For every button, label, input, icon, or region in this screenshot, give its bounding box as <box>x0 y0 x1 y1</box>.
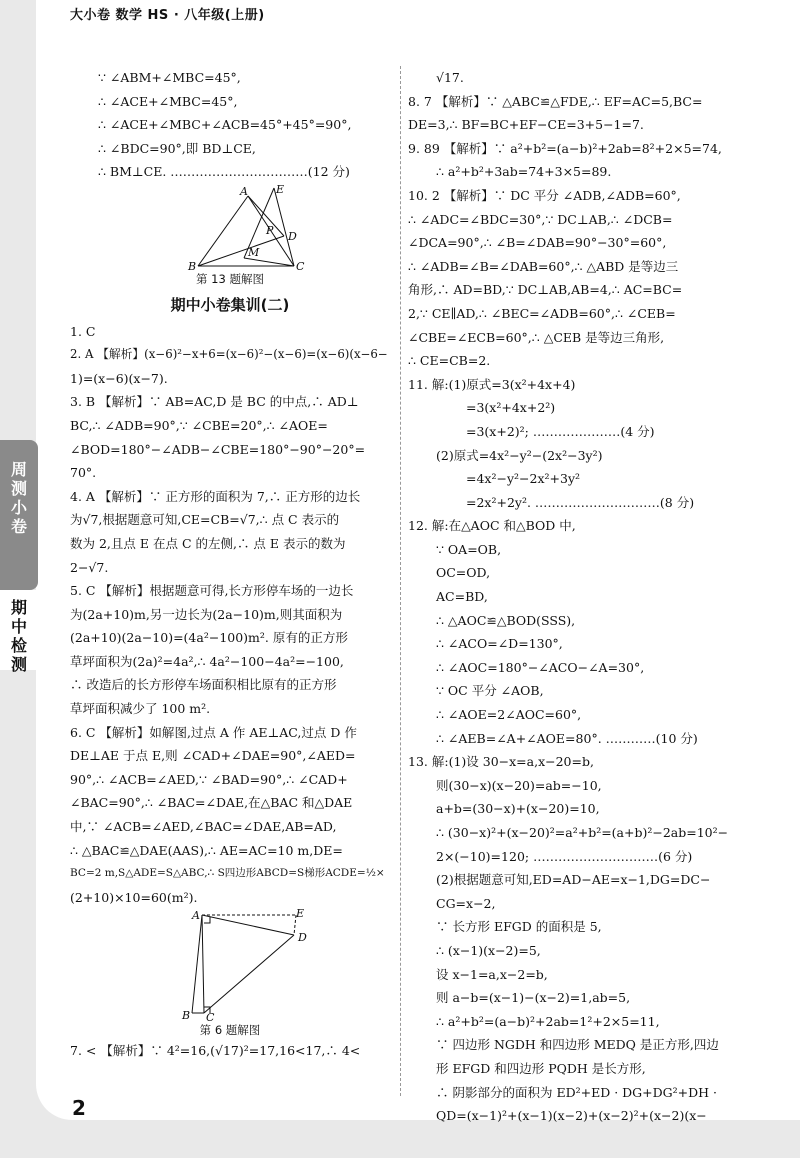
line: ∴ ∠BDC=90°,即 BD⊥CE, <box>98 140 256 156</box>
line: (2)原式=4x²−y²−(2x²−3y²) <box>436 447 603 463</box>
answer-10: 10. 2 【解析】∵ DC 平分 ∠ADB,∠ADB=60°, <box>408 187 681 203</box>
line: a+b=(30−x)+(x−20)=10, <box>436 801 600 817</box>
column-divider <box>400 66 401 1096</box>
answer-11: 11. 解:(1)原式=3(x²+4x+4) <box>408 376 576 392</box>
line: 2,∵ CE∥AD,∴ ∠BEC=∠ADB=60°,∴ ∠CEB= <box>408 305 676 321</box>
line: 2×(−10)=120; …………………………(6 分) <box>436 848 693 864</box>
line: 则(30−x)(x−20)=ab=−10, <box>436 777 602 793</box>
side-tab-weekly[interactable] <box>0 440 38 590</box>
line: 形 EFGD 和四边形 PQDH 是长方形, <box>436 1060 646 1076</box>
line: =4x²−y²−2x²+3y² <box>466 471 581 487</box>
line: 2−√7. <box>70 559 109 575</box>
line: ∴ 阴影部分的面积为 ED²+ED · DG+DG²+DH · <box>436 1084 717 1100</box>
line: ∵ OA=OB, <box>436 541 502 557</box>
figure-6-caption: 第 6 题解图 <box>199 1023 261 1038</box>
right-column <box>408 66 728 1128</box>
line: 角形,∴ AD=BD,∵ DC⊥AB,AB=4,∴ AC=BC= <box>408 282 683 298</box>
line: ∵ 长方形 EFGD 的面积是 5, <box>436 919 602 935</box>
label-A: A <box>192 909 200 923</box>
answer-7: 7. < 【解析】∵ 4²=16,(√17)²=17,16<17,∴ 4< <box>70 1043 361 1059</box>
label-P: P <box>266 223 274 237</box>
side-tab-weekly-label: 周测小卷 <box>10 460 27 536</box>
line: 1)=(x−6)(x−7). <box>70 370 168 386</box>
page-number: 2 <box>72 1096 86 1120</box>
answer-3: 3. B 【解析】∵ AB=AC,D 是 BC 的中点,∴ AD⊥ <box>70 394 359 410</box>
answer-12: 12. 解:在△AOC 和△BOD 中, <box>408 518 576 534</box>
figure-6 <box>70 909 390 1039</box>
label-C: C <box>206 1011 215 1022</box>
line: ∴ ∠AOE=2∠AOC=60°, <box>436 707 582 723</box>
line: ∵ ∠ABM+∠MBC=45°, <box>98 70 241 85</box>
line: CG=x−2, <box>436 895 496 911</box>
label-C: C <box>296 259 305 270</box>
line: 70°. <box>70 465 97 481</box>
page-header: 大小卷 数学 HS · 八年级(上册) <box>70 8 265 23</box>
line: OC=OD, <box>436 565 491 581</box>
label-D: D <box>288 229 297 243</box>
line: ∴ ∠AOC=180°−∠ACO−∠A=30°, <box>436 659 645 675</box>
line: 则 a−b=(x−1)−(x−2)=1,ab=5, <box>436 990 631 1006</box>
answer-13: 13. 解:(1)设 30−x=a,x−20=b, <box>408 754 594 770</box>
line: 为√7,根据题意可知,CE=CB=√7,∴ 点 C 表示的 <box>70 512 340 528</box>
label-A: A <box>240 184 248 198</box>
figure-6-diagram <box>70 909 390 1021</box>
label-E: E <box>276 183 285 196</box>
side-tab-midterm[interactable] <box>0 590 38 674</box>
line: ∴ CE=CB=2. <box>408 353 491 369</box>
line: 设 x−1=a,x−2=b, <box>436 966 548 982</box>
line: DE⊥AE 于点 E,则 ∠CAD+∠DAE=90°,∠AED= <box>70 748 356 764</box>
line: ∴ a²+b²=(a−b)²+2ab=1²+2×5=11, <box>436 1013 660 1029</box>
line: ∠BAC=90°,∴ ∠BAC=∠DAE,在△BAC 和△DAE <box>70 795 353 811</box>
label-E: E <box>296 909 305 921</box>
line: ∴ BM⊥CE. ……………………………(12 分) <box>98 164 350 180</box>
line: BC=2 m,S△ADE=S△ABC,∴ S四边形ABCD=S梯形ACDE=½× <box>70 867 385 880</box>
line: (2)根据题意可知,ED=AD−AE=x−1,DG=DC− <box>436 872 711 888</box>
line: AC=BD, <box>436 589 488 605</box>
line: ∴ ∠ACO=∠D=130°, <box>436 636 563 652</box>
line: 草坪面积减少了 100 m². <box>70 701 211 717</box>
answer-2: 2. A 【解析】(x−6)²−x+6=(x−6)²−(x−6)=(x−6)(x−6− <box>70 347 388 362</box>
line: √17. <box>436 70 464 85</box>
answer-6: 6. C 【解析】如解图,过点 A 作 AE⊥AC,过点 D 作 <box>70 724 357 740</box>
line: QD=(x−1)²+(x−1)(x−2)+(x−2)²+(x−2)(x− <box>436 1108 707 1124</box>
line: ∴ ∠ACE+∠MBC+∠ACB=45°+45°=90°, <box>98 117 352 133</box>
line: ∴ 改造后的长方形停车场面积相比原有的正方形 <box>70 677 337 693</box>
line: 草坪面积为(2a)²=4a²,∴ 4a²−100−4a²=−100, <box>70 653 344 669</box>
label-D: D <box>298 931 307 945</box>
line: ∴ △AOC≌△BOD(SSS), <box>436 612 576 628</box>
answer-1: 1. C <box>70 323 96 339</box>
line: =2x²+2y². …………………………(8 分) <box>466 494 695 510</box>
label-B: B <box>188 259 197 270</box>
line: 为(2a+10)m,另一边长为(2a−10)m,则其面积为 <box>70 606 343 622</box>
line: ∠CBE=∠ECB=60°,∴ △CEB 是等边三角形, <box>408 329 665 345</box>
figure-13-diagram <box>70 184 390 270</box>
answer-8: 8. 7 【解析】∵ △ABC≌△FDE,∴ EF=AC=5,BC= <box>408 93 703 109</box>
line: ∴ ∠ADB=∠B=∠DAB=60°,∴ △ABD 是等边三 <box>408 258 679 274</box>
line: ∴ ∠AEB=∠A+∠AOE=80°. …………(10 分) <box>436 730 698 746</box>
line: ∴ ∠ADC=∠BDC=30°,∵ DC⊥AB,∴ ∠DCB= <box>408 211 673 227</box>
line: 90°,∴ ∠ACB=∠AED,∵ ∠BAD=90°,∴ ∠CAD+ <box>70 771 348 787</box>
line: 中,∵ ∠ACB=∠AED,∠BAC=∠DAE,AB=AD, <box>70 819 337 835</box>
left-column <box>70 66 390 1063</box>
line: ∵ OC 平分 ∠AOB, <box>436 683 544 699</box>
line: DE=3,∴ BF=BC+EF−CE=3+5−1=7. <box>408 117 644 133</box>
figure-13-caption: 第 13 题解图 <box>196 271 264 286</box>
section-title: 期中小卷集训(二) <box>170 295 290 314</box>
line: ∴ a²+b²+3ab=74+3×5=89. <box>436 164 612 180</box>
line: ∴ (x−1)(x−2)=5, <box>436 942 541 958</box>
label-B: B <box>182 1009 191 1022</box>
line: (2+10)×10=60(m²). <box>70 889 198 905</box>
line: ∠BOD=180°−∠ADB−∠CBE=180°−90°−20°= <box>70 441 366 457</box>
line: ∠DCA=90°,∴ ∠B=∠DAB=90°−30°=60°, <box>408 235 667 251</box>
line: ∵ 四边形 NGDH 和四边形 MEDQ 是正方形,四边 <box>436 1037 719 1053</box>
side-tab-midterm-label: 期中检测 <box>10 598 27 674</box>
answer-4: 4. A 【解析】∵ 正方形的面积为 7,∴ 正方形的边长 <box>70 488 361 504</box>
line: =3(x+2)²; …………………(4 分) <box>466 423 655 439</box>
answer-5: 5. C 【解析】根据题意可得,长方形停车场的一边长 <box>70 583 354 599</box>
line: (2a+10)(2a−10)=(4a²−100)m². 原有的正方形 <box>70 630 348 646</box>
line: BC,∴ ∠ADB=90°,∵ ∠CBE=20°,∴ ∠AOE= <box>70 417 328 433</box>
line: =3(x²+4x+2²) <box>466 400 556 416</box>
label-M: M <box>248 245 260 259</box>
line: ∴ (30−x)²+(x−20)²=a²+b²=(a+b)²−2ab=10²− <box>436 825 729 840</box>
line: 数为 2,且点 E 在点 C 的左侧,∴ 点 E 表示的数为 <box>70 535 346 551</box>
line: ∴ △BAC≌△DAE(AAS),∴ AE=AC=10 m,DE= <box>70 842 343 858</box>
line: ∴ ∠ACE+∠MBC=45°, <box>98 93 238 109</box>
answer-9: 9. 89 【解析】∵ a²+b²=(a−b)²+2ab=8²+2×5=74, <box>408 140 722 156</box>
figure-13 <box>70 184 390 288</box>
